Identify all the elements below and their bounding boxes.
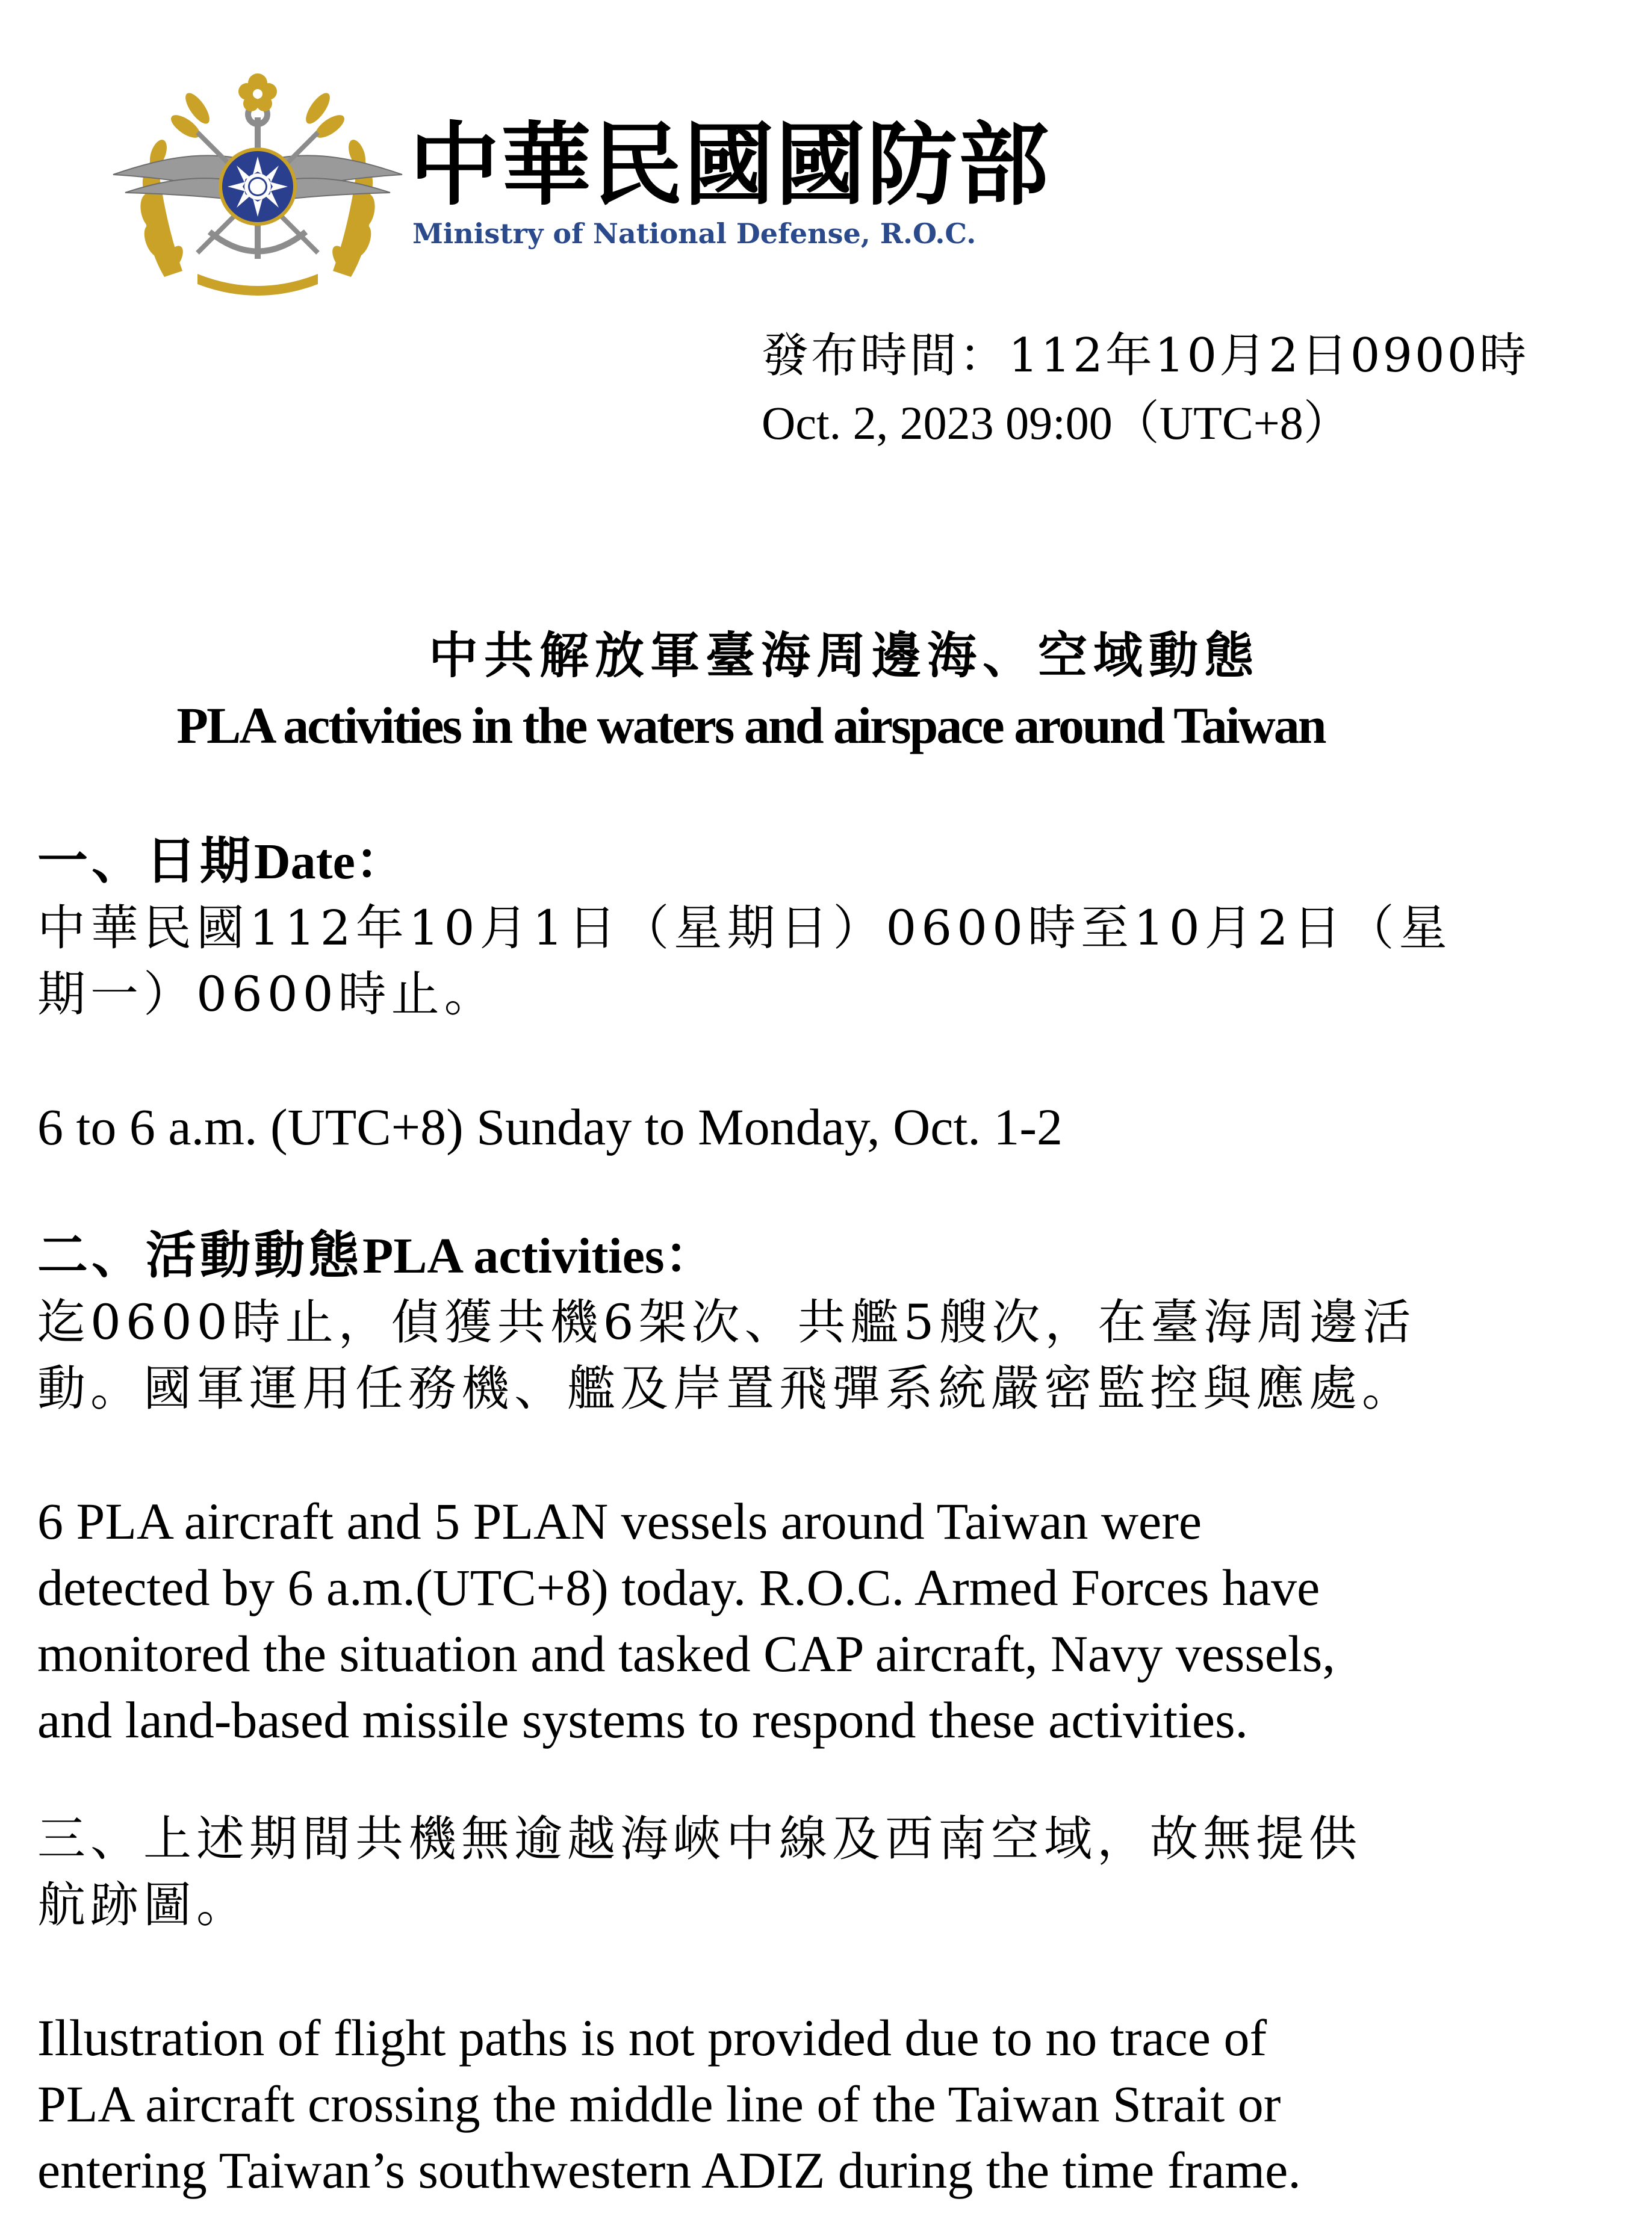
ministry-emblem-icon: [107, 60, 408, 301]
section-date-heading-en: Date：: [254, 834, 406, 890]
section-flight-paths-en-line-2: PLA aircraft crossing the middle line of the Taiwan Strait or: [37, 2075, 1281, 2133]
section-activities-en-line-2: detected by 6 a.m.(UTC+8) today. R.O.C. Armed Forces have: [37, 1559, 1320, 1616]
section-flight-paths-zh-line-1: 三、上述期間共機無逾越海峽中線及西南空域，故無提供: [37, 1811, 1362, 1867]
section-activities-zh-line-2: 動。國軍運用任務機、艦及岸置飛彈系統嚴密監控與應處。: [37, 1361, 1415, 1416]
section-date-heading: [37, 828, 1615, 895]
section-flight-paths: [37, 1806, 1615, 2203]
section-date-zh-line-1: 中華民國112年10月1日（星期日）0600時至10月2日（星: [37, 900, 1452, 956]
section-date-zh-line-2: 期一）0600時止。: [37, 966, 497, 1022]
org-name-english: Ministry of National Defense, R.O.C.: [412, 217, 977, 250]
section-activities-heading: [37, 1222, 1615, 1289]
section-activities: [37, 1222, 1615, 1753]
document-title-english: PLA activities in the waters and airspace around Taiwan: [176, 697, 1325, 754]
section-flight-paths-en-line-1: Illustration of flight paths is not provided due to no trace of: [37, 2009, 1267, 2067]
section-date-english: 6 to 6 a.m. (UTC+8) Sunday to Monday, Oct. 1-2: [37, 1098, 1063, 1156]
section-flight-paths-en-line-3: entering Taiwan’s southwestern ADIZ during the time frame.: [37, 2141, 1301, 2199]
document-title-chinese: 中共解放軍臺海周邊海、空域動態: [428, 627, 1259, 684]
section-date: [37, 828, 1615, 1160]
section-date-heading-zh: 一、日期: [37, 831, 255, 890]
release-time: [762, 322, 1529, 457]
release-time-english: Oct. 2, 2023 09:00（UTC+8）: [762, 397, 1350, 449]
section-activities-en-line-1: 6 PLA aircraft and 5 PLAN vessels around Taiwan were: [37, 1492, 1202, 1550]
release-time-chinese: 發布時間：112年10月2日0900時: [762, 329, 1529, 383]
org-name-chinese: 中華民國國防部: [409, 113, 1051, 218]
section-activities-heading-en: PLA activities：: [362, 1228, 715, 1284]
section-activities-en-line-4: and land-based missile systems to respond these activities.: [37, 1691, 1249, 1749]
section-activities-en-line-3: monitored the situation and tasked CAP aircraft, Navy vessels,: [37, 1625, 1335, 1683]
section-activities-heading-zh: 二、活動動態: [37, 1226, 363, 1285]
section-flight-paths-zh-line-2: 航跡圖。: [37, 1877, 249, 1933]
section-activities-zh-line-1: 迄0600時止，偵獲共機6架次、共艦5艘次，在臺海周邊活: [37, 1294, 1416, 1350]
